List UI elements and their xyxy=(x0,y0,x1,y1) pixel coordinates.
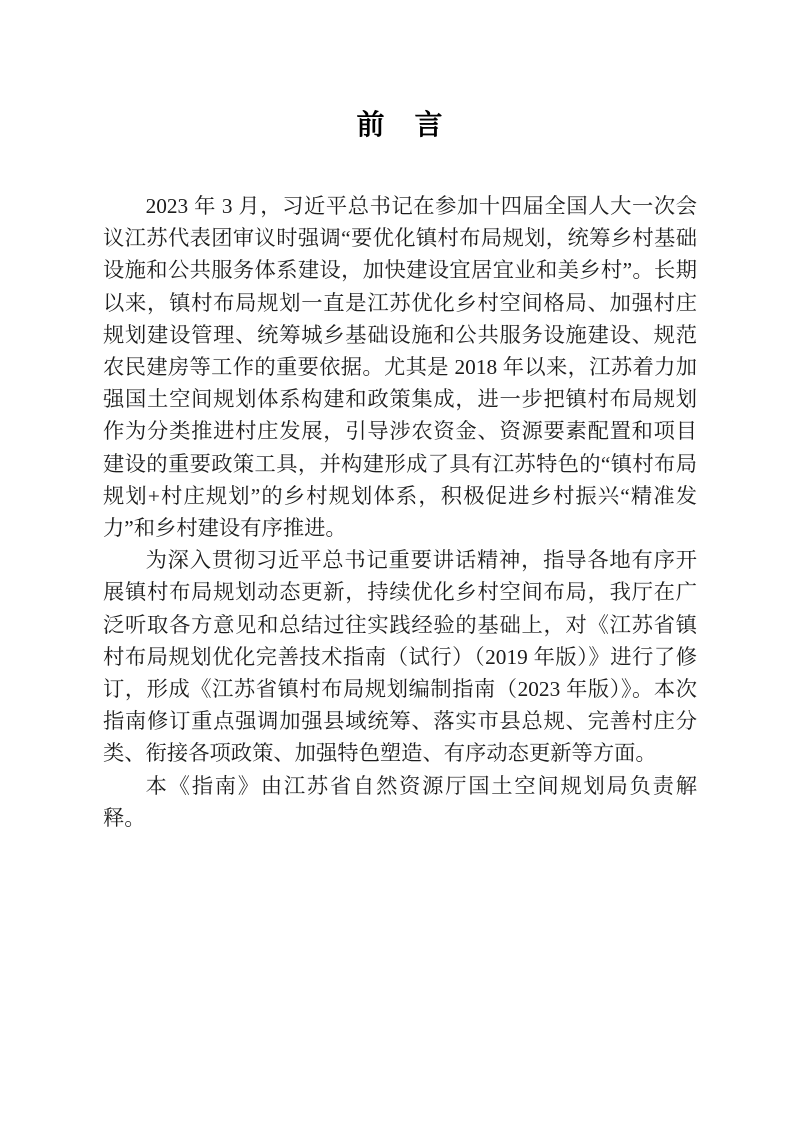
document-body xyxy=(103,190,697,834)
page-title: 前 言 xyxy=(356,109,444,140)
paragraph: 本《指南》由江苏省自然资源厅国土空间规划局负责解释。 xyxy=(103,773,697,830)
paragraph: 为深入贯彻习近平总书记重要讲话精神，指导各地有序开展镇村布局规划动态更新，持续优化乡村空间布局，我厅在广泛听取各方意见和总结过往实践经验的基础上，对《江苏省镇村布局规划优化完善技术指南（试行）（2019 年版）》进行了修订，形成《江苏省镇村布局规划编制指南（2023 年版）》。本次指南修订重点强调加强县域统筹、落实市县总规、完善村庄分类、衔接各项政策、加强特色塑造、有序动态更新等方面。 xyxy=(103,548,697,766)
paragraph: 2023 年 3 月，习近平总书记在参加十四届全国人大一次会议江苏代表团审议时强调“要优化镇村布局规划，统筹乡村基础设施和公共服务体系建设，加快建设宜居宜业和美乡村”。长期以来，镇村布局规划一直是江苏优化乡村空间格局、加强村庄规划建设管理、统筹城乡基础设施和公共服务设施建设、规范农民建房等工作的重要依据。尤其是 2018 年以来，江苏着力加强国土空间规划体系构建和政策集成，进一步把镇村布局规划作为分类推进村庄发展，引导涉农资金、资源要素配置和项目建设的重要政策工具，并构建形成了具有江苏特色的“镇村布局规划+村庄规划”的乡村规划体系，积极促进乡村振兴“精准发力”和乡村建设有序推进。 xyxy=(103,194,697,541)
